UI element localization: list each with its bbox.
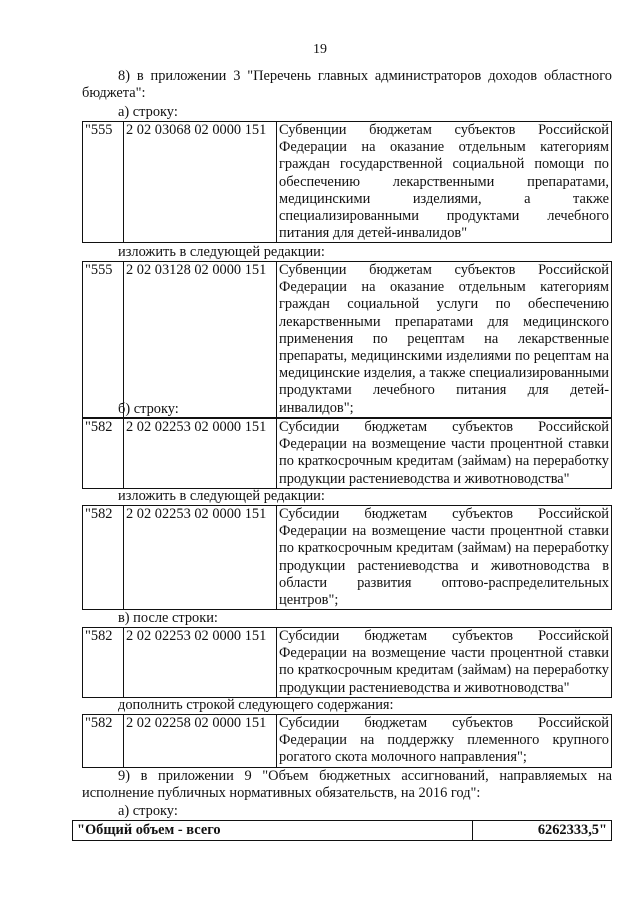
item8-a-label: а) строку: (118, 104, 178, 120)
item8-c-add-label: дополнить строкой следующего содержания: (118, 697, 394, 713)
item8-a-replace-label: изложить в следующей редакции: (118, 244, 325, 260)
total-name-cell: "Общий объем - всего (73, 821, 473, 841)
table-row-a-old (82, 121, 612, 243)
description-cell: Субсидии бюджетам субъектов Российской Федерации на возмещение части процентной ставки по краткосрочным кредитам (займам) на переработку продукции растениеводства и животноводства в области развития оптово-распределительных центров"; (277, 506, 612, 610)
code-cell: "582 (83, 419, 124, 489)
item8-intro: 8) в приложении 3 "Перечень главных администраторов доходов областного бюджета": (82, 68, 612, 101)
item8-b-replace-label: изложить в следующей редакции: (118, 488, 325, 504)
table-row-a-new (82, 261, 612, 418)
table-row-c-new (82, 714, 612, 768)
table-row-b-new (82, 505, 612, 610)
kbk-cell: 2 02 03128 02 0000 151 (124, 262, 277, 418)
kbk-cell: 2 02 02253 02 0000 151 (124, 419, 277, 489)
description-cell: Субвенции бюджетам субъектов Российской Федерации на оказание отдельным категориям граждан государственной социальной помощи по обеспечению лекарственными препаратами, медицинскими изделиями, а также специализированными продуктами лечебного питания для детей-инвалидов" (277, 122, 612, 243)
description-cell: Субсидии бюджетам субъектов Российской Федерации на возмещение части процентной ставки по краткосрочным кредитам (займам) на переработку продукции растениеводства и животноводства" (277, 419, 612, 489)
table-row-total (72, 820, 612, 841)
table-row-b-old (82, 418, 612, 489)
table-row-c-existing (82, 627, 612, 698)
description-cell: Субсидии бюджетам субъектов Российской Федерации на поддержку племенного крупного рогатого скота молочного направления"; (277, 715, 612, 768)
item8-b-label: б) строку: (118, 401, 179, 417)
item9-a-label: а) строку: (118, 803, 178, 819)
description-cell: Субвенции бюджетам субъектов Российской Федерации на оказание отдельным категориям граждан социальной услуги по обеспечению лекарственными препаратами для медицинского применения по рецептам на лекарственные препараты, медицинскими изделиями по рецептам на медицинские изделия, а также специализированными продуктами лечебного питания для детей-инвалидов"; (277, 262, 612, 418)
description-cell: Субсидии бюджетам субъектов Российской Федерации на возмещение части процентной ставки по краткосрочным кредитам (займам) на переработку продукции растениеводства и животноводства" (277, 628, 612, 698)
code-cell: "555 (83, 122, 124, 243)
kbk-cell: 2 02 02253 02 0000 151 (124, 628, 277, 698)
item9-intro: 9) в приложении 9 "Объем бюджетных ассигнований, направляемых на исполнение публичных нормативных обязательств, на 2016 год": (82, 768, 612, 801)
code-cell: "555 (83, 262, 124, 418)
kbk-cell: 2 02 03068 02 0000 151 (124, 122, 277, 243)
code-cell: "582 (83, 715, 124, 768)
code-cell: "582 (83, 628, 124, 698)
code-cell: "582 (83, 506, 124, 610)
kbk-cell: 2 02 02253 02 0000 151 (124, 506, 277, 610)
total-value-cell: 6262333,5" (473, 821, 612, 841)
item8-c-label: в) после строки: (118, 610, 218, 626)
kbk-cell: 2 02 02258 02 0000 151 (124, 715, 277, 768)
page-number: 19 (313, 42, 327, 57)
